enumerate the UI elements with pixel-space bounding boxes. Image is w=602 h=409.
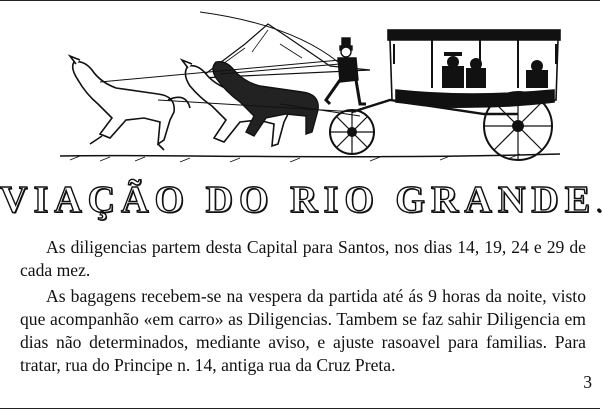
insertion-marker: 3 [583,372,592,392]
top-rule [0,0,600,1]
headline-stop: . [596,192,602,217]
notice-paragraph-schedule: As diligencias partem desta Capital para Santos, nos dias 14, 19, 24 e 29 de cada mez. [20,237,586,280]
front-wheel [330,110,374,154]
ground-line [60,154,560,157]
headline-text: VIAÇÃO DO RIO GRANDE [0,179,597,221]
headline [0,178,600,222]
stagecoach-illustration [40,4,580,182]
notice-paragraph-baggage: As bagagens recebem-se na vespera da partida até ás 9 horas da noite, visto que acompanhão «em carro» as Diligencias. Tambem se faz sahir Diligencia em dias não determinados, mediante aviso, e ajuste rasoavel para familias. Para tratar, rua do Principe n. 14, antiga rua da Cruz Preta. [20,286,586,375]
lead-horse [70,56,190,150]
rear-wheel [484,92,552,160]
whip [200,12,338,62]
